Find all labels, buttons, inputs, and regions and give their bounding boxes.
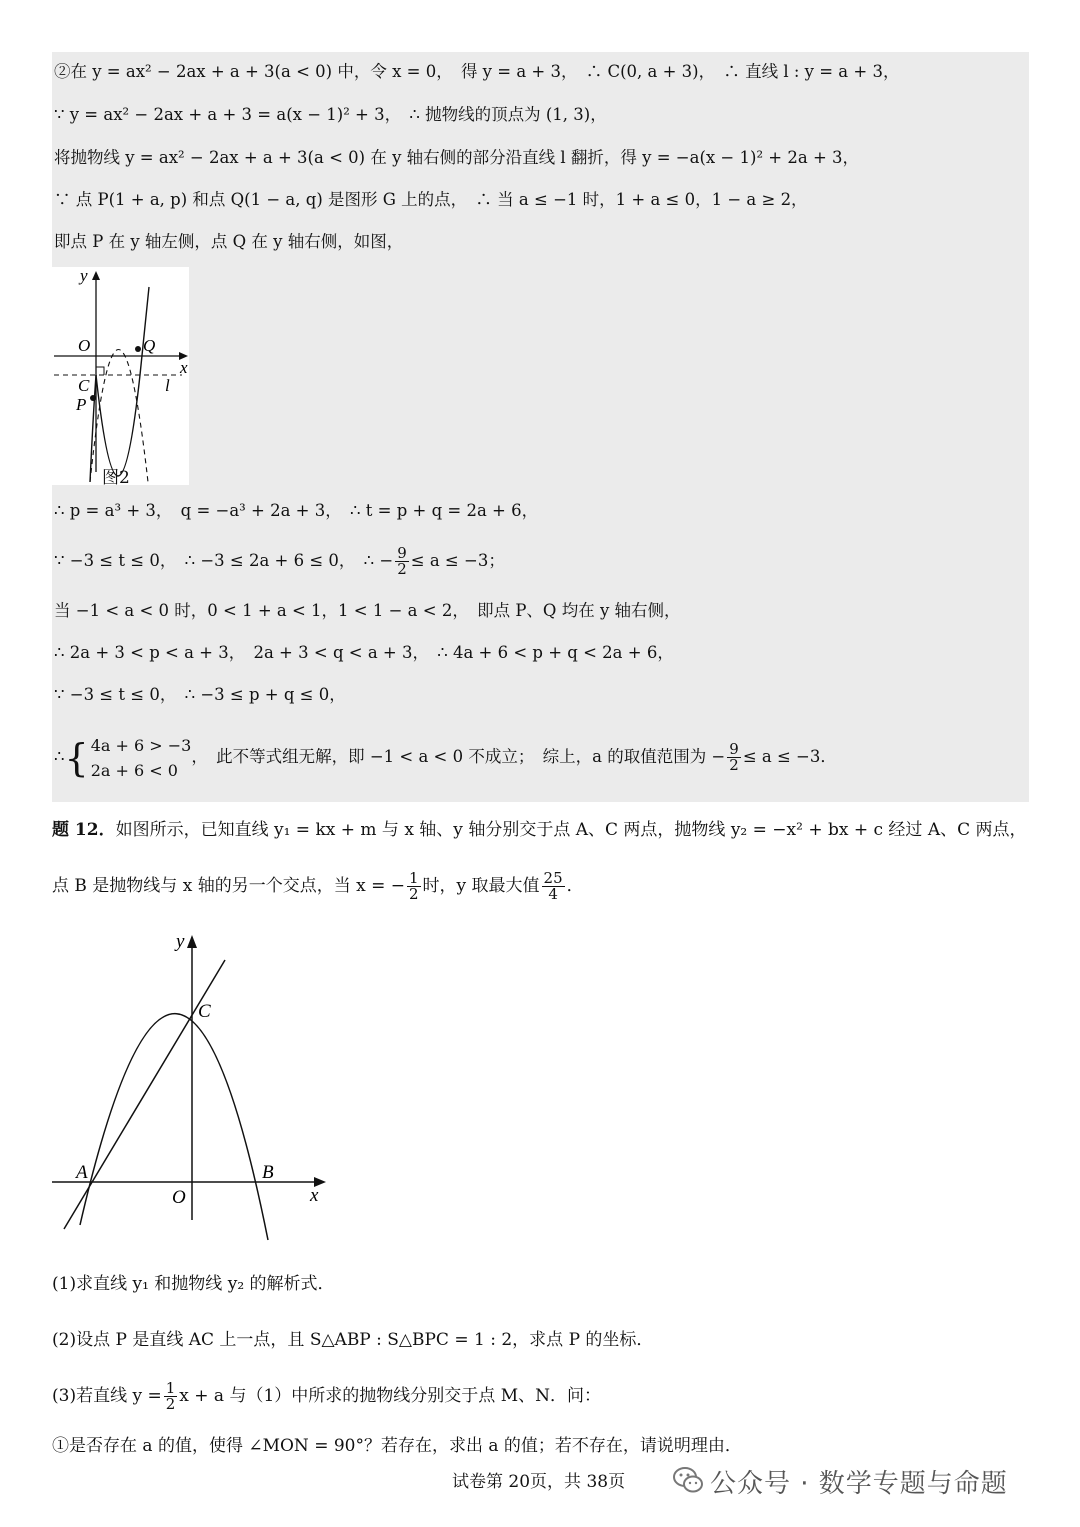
watermark-text: 公众号 · 数学专题与命题 (710, 1469, 1008, 1499)
fig2-label-O: O (78, 336, 91, 355)
question-12-title: 题 12． (52, 820, 116, 840)
fig2-label-P: P (76, 395, 87, 414)
system-row-1: 4a + 6 > −3 (90, 735, 192, 755)
system-row-2: 2a + 6 < 0 (90, 760, 178, 780)
solution-line-7 (54, 540, 505, 582)
fig2-point-Q (135, 346, 141, 352)
fraction-denominator: 2 (729, 756, 739, 774)
question-12-part-3-sub-1: ①是否存在 a 的值，使得 ∠MON = 90°？若存在，求出 a 的值；若不存在，请说明理由． (52, 1436, 742, 1456)
fig2-right-angle (96, 367, 104, 375)
fraction-denominator: 4 (548, 885, 558, 903)
solution-line-11-post: ≤ a ≤ −3． (742, 747, 837, 766)
therefore-symbol: ∴ (54, 747, 65, 766)
fraction-9-2-final (727, 742, 741, 773)
figure-2 (52, 267, 189, 485)
question-12-part-3 (52, 1374, 601, 1418)
question-12-part-3-pre: (3)若直线 y = (52, 1386, 162, 1406)
question-12-line-2-pre: 点 B 是抛物线与 x 轴的另一个交点，当 x = − (52, 876, 405, 896)
fig2-label-y: y (80, 267, 88, 285)
question-12-line-2-post: ． (566, 876, 584, 896)
fraction-1-2-part3 (164, 1381, 178, 1412)
figure-12 (40, 925, 340, 1245)
fraction-1-2 (407, 871, 421, 902)
fig2-label-C: C (78, 376, 90, 395)
fraction-numerator: 1 (165, 1379, 176, 1397)
fig12-label-y: y (176, 931, 185, 952)
system-brace: { (64, 735, 89, 780)
fraction-denominator: 2 (408, 885, 419, 903)
solution-line-7-pre: ∵ −3 ≤ t ≤ 0， ∴ −3 ≤ 2a + 6 ≤ 0， ∴ − (54, 551, 394, 570)
fraction-denominator: 2 (397, 560, 407, 578)
solution-line-7-post: ≤ a ≤ −3； (410, 551, 505, 570)
fig12-label-A: A (76, 1162, 88, 1183)
inequality-system (91, 733, 192, 783)
wechat-icon (672, 1466, 704, 1494)
question-12-part-1: (1)求直线 y₁ 和抛物线 y₂ 的解析式． (52, 1274, 335, 1294)
question-12-line-2 (52, 864, 584, 908)
solution-line-2: ∵ y = ax² − 2ax + a + 3 = a(x − 1)² + 3， ∴ 抛物线的顶点为 (1, 3)， (54, 105, 607, 124)
solution-line-1: ②在 y = ax² − 2ax + a + 3(a < 0) 中，令 x = 0， 得 y = a + 3， ∴ C(0, a + 3)， ∴ 直线 l : y = a + 3， (54, 62, 900, 81)
solution-line-6: ∴ p = a³ + 3， q = −a³ + 2a + 3， ∴ t = p + q = 2a + 6， (54, 501, 539, 520)
fraction-numerator: 25 (543, 869, 563, 887)
fig2-point-P (90, 395, 96, 401)
fig2-label-l: l (165, 376, 170, 395)
solution-line-3: 将抛物线 y = ax² − 2ax + a + 3(a < 0) 在 y 轴右侧的部分沿直线 l 翻折，得 y = −a(x − 1)² + 2a + 3， (54, 148, 860, 167)
question-12-part-2: (2)设点 P 是直线 AC 上一点，且 S△ABP : S△BPC = 1 : 2，求点 P 的坐标． (52, 1330, 654, 1350)
solution-line-5: 即点 P 在 y 轴左侧，点 Q 在 y 轴右侧，如图， (54, 232, 404, 251)
fig2-label-x: x (180, 358, 188, 377)
solution-line-11-mid: ， 此不等式组无解，即 −1 < a < 0 不成立； 综上，a 的取值范围为 − (191, 747, 726, 766)
fig12-label-x: x (310, 1185, 319, 1206)
solution-line-8: 当 −1 < a < 0 时，0 < 1 + a < 1，1 < 1 − a < 2， 即点 P、Q 均在 y 轴右侧， (54, 601, 681, 620)
question-12-text-1: 如图所示，已知直线 y₁ = kx + m 与 x 轴、y 轴分别交于点 A、C 两点，抛物线 y₂ = −x² + bx + c 经过 A、C 两点， (115, 820, 1027, 840)
figure-2-graph (52, 267, 189, 485)
fig12-label-C: C (198, 1001, 211, 1022)
fraction-numerator: 1 (408, 869, 419, 887)
solution-line-9: ∴ 2a + 3 < p < a + 3， 2a + 3 < q < a + 3， ∴ 4a + 6 < p + q < 2a + 6， (54, 643, 674, 662)
fraction-denominator: 2 (165, 1395, 176, 1413)
question-12-line-2-mid: 时，y 取最大值 (422, 876, 540, 896)
solution-line-10: ∵ −3 ≤ t ≤ 0， ∴ −3 ≤ p + q ≤ 0， (54, 685, 346, 704)
fraction-25-4 (542, 871, 565, 902)
solution-line-4: ∵ 点 P(1 + a, p) 和点 Q(1 − a, q) 是图形 G 上的点， ∴ 当 a ≤ −1 时，1 + a ≤ 0，1 − a ≥ 2， (54, 190, 808, 209)
fig2-left-branch (90, 375, 96, 482)
question-12-part-3-post: x + a 与（1）中所求的抛物线分别交于点 M、N．问： (179, 1386, 601, 1406)
fig12-y-arrow (187, 935, 197, 948)
question-12-line-1 (52, 818, 1027, 842)
solution-line-11 (54, 732, 837, 783)
fig12-label-O: O (172, 1187, 186, 1208)
page-footer: 试卷第 20页，共 38页 (452, 1472, 626, 1492)
fraction-numerator: 9 (397, 544, 407, 562)
fig12-label-B: B (262, 1162, 274, 1183)
fig2-y-arrow (92, 271, 100, 280)
fraction-numerator: 9 (729, 740, 739, 758)
fig2-label-Q: Q (143, 336, 156, 355)
fraction-9-2 (395, 546, 409, 577)
figure-2-caption: 图2 (102, 468, 130, 488)
